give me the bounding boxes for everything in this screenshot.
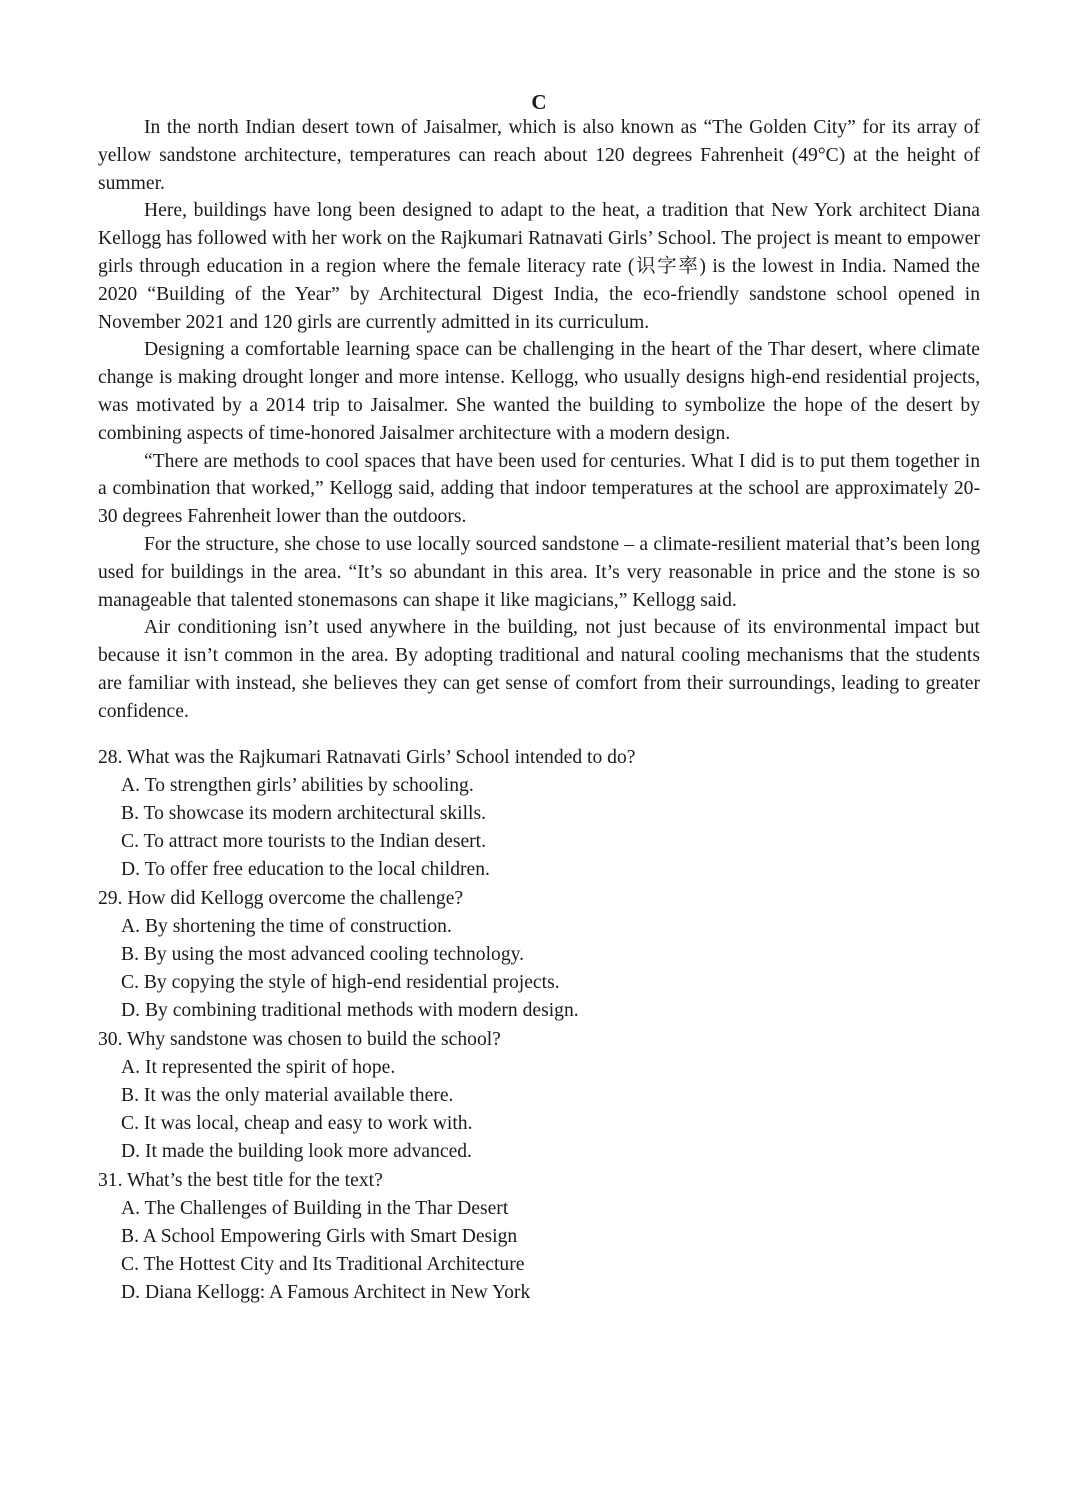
- answer-option-a: A. It represented the spirit of hope.: [121, 1056, 396, 1078]
- answer-option-b: B. A School Empowering Girls with Smart Design: [121, 1225, 518, 1247]
- question-28: [98, 744, 980, 885]
- answer-option-b: B. It was the only material available there.: [121, 1084, 454, 1106]
- question-list: [98, 744, 980, 1308]
- passage-paragraph-3: Designing a comfortable learning space can be challenging in the heart of the Thar desert, where climate change is making drought longer and more intense. Kellogg, who usually designs high-end residential projects, was motivated by a 2014 trip to Jaisalmer. She wanted the building to symbolize the hope of the desert by combining aspects of time-honored Jaisalmer architecture with a modern design.: [98, 339, 980, 444]
- answer-option-a: A. By shortening the time of construction.: [121, 915, 452, 937]
- passage-paragraph-4: “There are methods to cool spaces that have been used for centuries. What I did is to put them together in a combination that worked,” Kellogg said, adding that indoor temperatures at the school are approximately 20-30 degrees Fahrenheit lower than the outdoors.: [98, 450, 980, 528]
- section-label: C: [531, 90, 547, 114]
- answer-option-a: A. To strengthen girls’ abilities by schooling.: [121, 774, 474, 796]
- passage-paragraph-5: For the structure, she chose to use locally sourced sandstone – a climate-resilient material that’s been long used for buildings in the area. “It’s so abundant in this area. It’s very reasonable in price and the stone is so manageable that talented stonemasons can shape it like magicians,” Kellogg said.: [98, 533, 980, 611]
- answer-option-a: A. The Challenges of Building in the Thar Desert: [121, 1197, 509, 1219]
- question-stem: 30. Why sandstone was chosen to build the school?: [98, 1028, 501, 1050]
- exam-page: [98, 88, 980, 1308]
- answer-option-b: B. By using the most advanced cooling technology.: [121, 943, 525, 965]
- answer-option-c: C. It was local, cheap and easy to work with.: [121, 1113, 473, 1135]
- question-stem: 29. How did Kellogg overcome the challenge?: [98, 887, 464, 909]
- answer-option-d: D. It made the building look more advanced.: [121, 1141, 472, 1163]
- answer-option-c: C. By copying the style of high-end residential projects.: [121, 972, 560, 994]
- question-29: [98, 885, 980, 1026]
- answer-option-c: C. The Hottest City and Its Traditional Architecture: [121, 1254, 525, 1276]
- passage-paragraph-1: In the north Indian desert town of Jaisalmer, which is also known as “The Golden City” for its array of yellow sandstone architecture, temperatures can reach about 120 degrees Fahrenheit (49°C) at the height of summer.: [98, 117, 980, 194]
- answer-option-d: D. To offer free education to the local children.: [121, 859, 490, 881]
- passage-paragraph-6: Air conditioning isn’t used anywhere in the building, not just because of its environmental impact but because it isn’t common in the area. By adopting traditional and natural cooling mechanisms that the students are familiar with instead, she believes they can get sense of comfort from their surroundings, leading to greater confidence.: [98, 617, 980, 722]
- answer-option-b: B. To showcase its modern architectural skills.: [121, 802, 487, 824]
- question-stem: 28. What was the Rajkumari Ratnavati Girls’ School intended to do?: [98, 746, 636, 768]
- question-stem: 31. What’s the best title for the text?: [98, 1169, 383, 1191]
- reading-passage: [98, 114, 980, 726]
- passage-paragraph-2: Here, buildings have long been designed to adapt to the heat, a tradition that New York architect Diana Kellogg has followed with her work on the Rajkumari Ratnavati Girls’ School. The project is meant to empower girls through education in a region where the female literacy rate (识字率) is the lowest in India. Named the 2020 “Building of the Year” by Architectural Digest India, the eco-friendly sandstone school opened in November 2021 and 120 girls are currently admitted in its curriculum.: [98, 200, 980, 333]
- answer-option-c: C. To attract more tourists to the Indian desert.: [121, 831, 487, 853]
- answer-option-d: D. Diana Kellogg: A Famous Architect in New York: [121, 1282, 531, 1304]
- question-30: [98, 1026, 980, 1167]
- question-31: [98, 1167, 980, 1308]
- answer-option-d: D. By combining traditional methods with modern design.: [121, 1000, 579, 1022]
